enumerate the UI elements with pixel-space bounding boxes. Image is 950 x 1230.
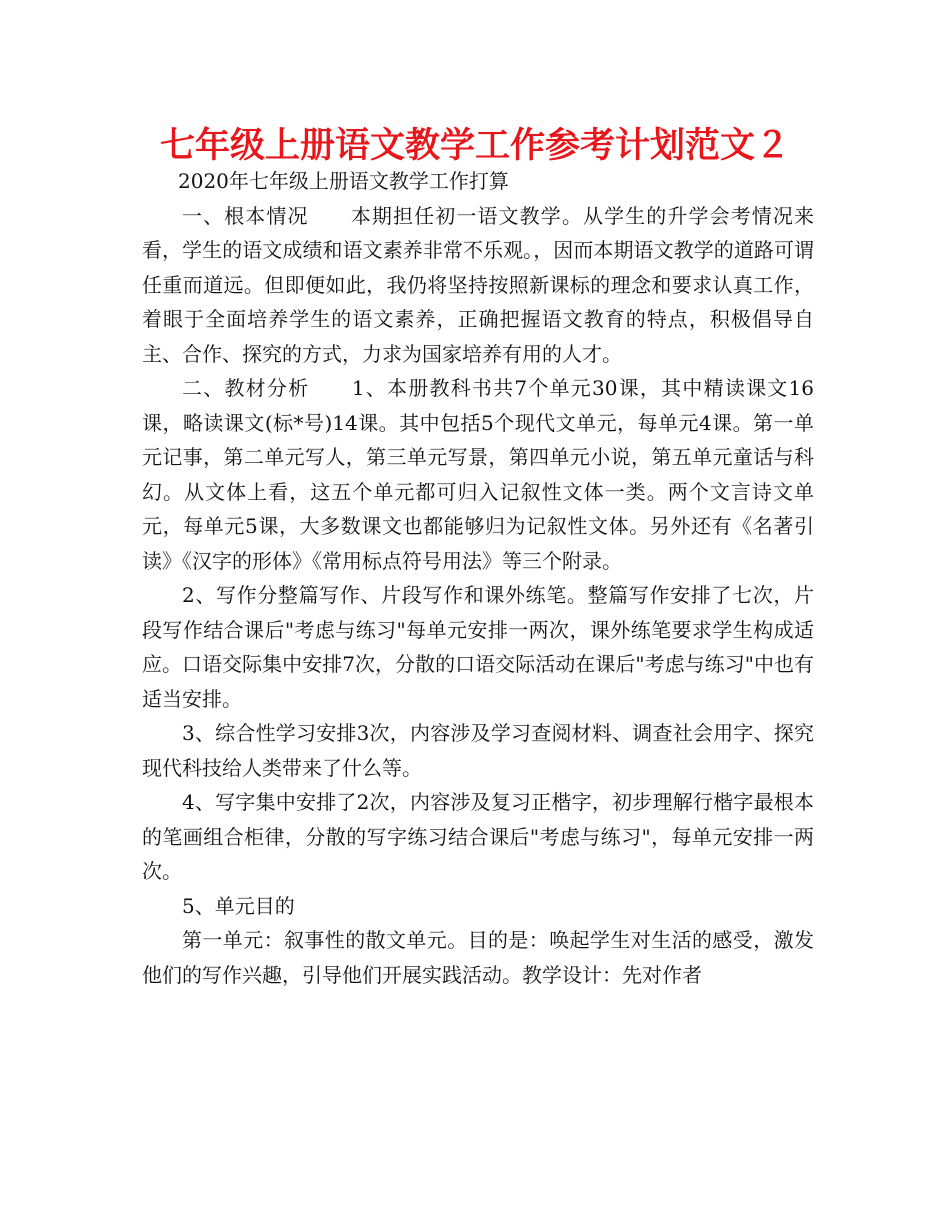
paragraph-calligraphy: 4、写字集中安排了2次，内容涉及复习正楷字，初步理解行楷字最根本的笔画组合柜律，分散的写字练习结合课后"考虑与练习"，每单元安排一两次。 — [142, 790, 814, 883]
paragraph-unit-goals-heading: 5、单元目的 — [182, 893, 295, 918]
paragraph-textbook-analysis: 二、教材分析 1、本册教科书共7个单元30课，其中精读课文16课，略读课文(标*号)14课。其中包括5个现代文单元，每单元4课。第一单元记事，第二单元写人，第三单元写景，第四单元小说，第五单元童话与科幻。从文体上看，这五个单元都可归入记叙性文体一类。两个文言诗文单元，每单元5课，大多数课文也都能够归为记叙性文体。另外还有《名著引读》《汉字的形体》《常用标点符号用法》等三个附录。 — [142, 376, 814, 573]
paragraph-writing: 2、写作分整篇写作、片段写作和课外练笔。整篇写作安排了七次，片段写作结合课后"考虑与练习"每单元安排一两次，课外练笔要求学生构成适应。口语交际集中安排7次，分散的口语交际活动在课后"考虑与练习"中也有适当安排。 — [142, 583, 814, 711]
paragraph-unit-one: 第一单元：叙事性的散文单元。目的是：唤起学生对生活的感受，激发他们的写作兴趣，引导他们开展实践活动。教学设计：先对作者 — [142, 928, 814, 987]
document-body — [142, 164, 814, 992]
document-subtitle: 2020年七年级上册语文教学工作打算 — [178, 169, 509, 193]
document-title: 七年级上册语文教学工作参考计划范文２ — [159, 126, 790, 166]
paragraph-basic-situation: 一、根本情况 本期担任初一语文教学。从学生的升学会考情况来看，学生的语文成绩和语文素养非常不乐观。，因而本期语文教学的道路可谓任重而道远。但即便如此，我仍将坚持按照新课标的理念和要求认真工作，着眼于全面培养学生的语文素养，正确把握语文教育的特点，积极倡导自主、合作、探究的方式，力求为国家培养有用的人才。 — [142, 203, 814, 366]
paragraph-comprehensive-learning: 3、综合性学习安排3次，内容涉及学习查阅材料、调查社会用字、探究现代科技给人类带来了什么等。 — [142, 721, 814, 780]
